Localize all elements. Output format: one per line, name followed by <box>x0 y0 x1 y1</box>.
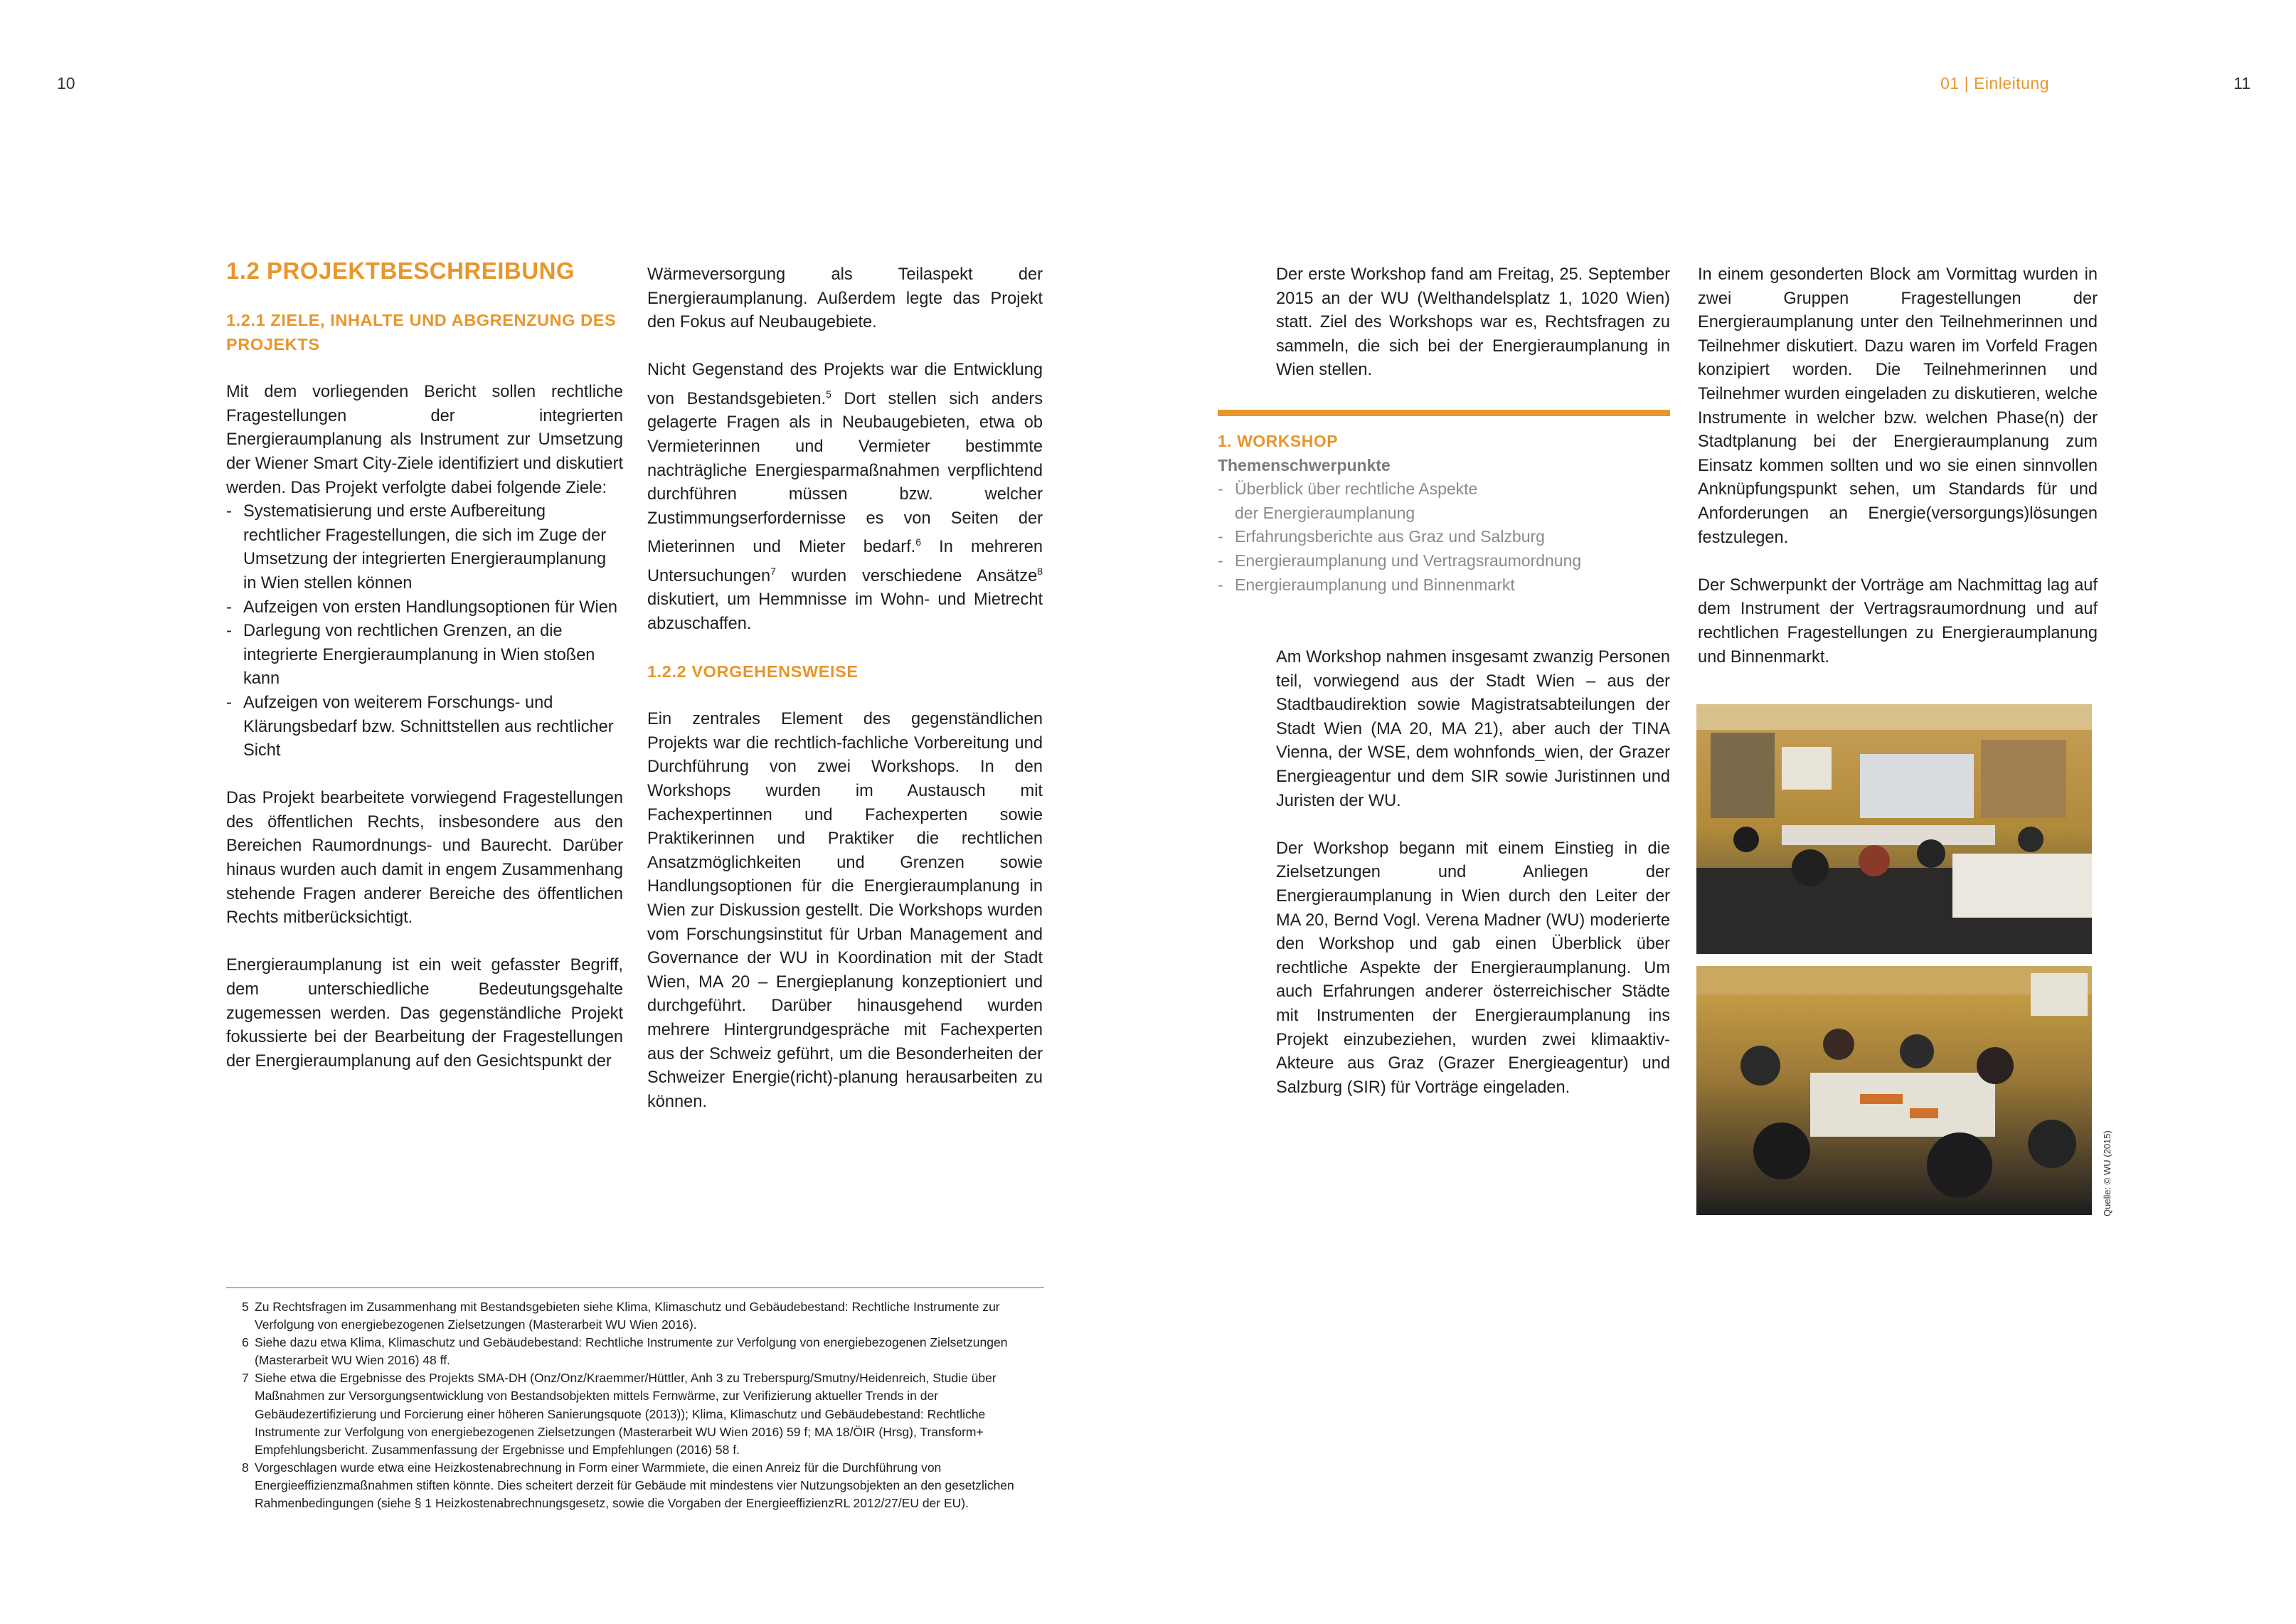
subsection-title-1-line1: 1.2.1 ZIELE, INHALTE UND ABGRENZUNG DES <box>226 311 617 329</box>
list-item: - Systematisierung und erste Aufbereitung rechtlicher Fragestellungen, die sich im Zuge der Umsetzung der integrierten Energieraumplanung in Wien stellen können <box>226 500 623 595</box>
paragraph: Wärmeversorgung als Teilaspekt der Energieraumplanung. Außerdem legte das Projekt den Fokus auf Neubaugebiete. <box>647 265 1043 332</box>
paragraph: Der Schwerpunkt der Vorträge am Nachmittag lag auf dem Instrument der Vertragsraumordnung und auf rechtlichen Fragestellungen zu Energieraumplanung und Binnenmarkt. <box>1698 575 2098 667</box>
paragraph: Am Workshop nahmen insgesamt zwanzig Personen teil, vorwiegend aus der Stadt Wien – aus der Stadtbaudirektion sowie Magistratsabteilungen der Stadt Wien (MA 20, MA 21), aber auch der TINA Vienna, der WSE, dem wohnfonds_wien, der Grazer Energieagentur und dem SIR sowie Juristinnen und Juristen der WU. <box>1276 648 1670 810</box>
footnote-text: Siehe dazu etwa Klima, Klimaschutz und Gebäudebestand: Rechtliche Instrumente zur Verfolgung von energiebezogenen Zielsetzungen (Masterarbeit WU Wien 2016) 48 ff. <box>255 1335 1008 1368</box>
footnote <box>226 1459 1044 1512</box>
page-number-right: 11 <box>2233 74 2250 92</box>
footnote-text: Siehe etwa die Ergebnisse des Projekts SMA-DH (Onz/Onz/Kraemmer/Hüttler, Anh 3 zu Treberspurg/Smutny/Heidenreich, Studie über Maßnahmen zur Versorgungsentwicklung von Bestandsobjekten mittels Fernwärme, zur Verifizierung aktueller Trends in der Gebäudezertifizierung und Forcierung einer höheren Sanierungsquote (2013)); Klima, Klimaschutz und Gebäudebestand: Rechtliche Instrumente zur Verfolgung von energiebezogenen Zielsetzungen (Masterarbeit WU Wien 2016) 59 f; MA 18/ÖIR (Hrsg), Transform+ Empfehlungsbericht. Zusammenfassung der Ergebnisse und Empfehlungen (2016) 58 f. <box>255 1371 996 1457</box>
workshop-box <box>1218 430 1670 597</box>
workshop-box-subtitle: Themenschwerpunkte <box>1218 455 1391 474</box>
paragraph: Ein zentrales Element des gegenständlichen Projekts war die rechtlich-fachliche Vorbereitung und Durchführung von zwei Workshops. In den Workshops wurden im Austausch mit Fachexpertinnen und Fachexperten sowie Praktikerinnen und Praktiker die rechtlichen Ansatzmöglichkeiten und Grenzen sowie Handlungsoptionen für die Energieraumplanung in Wien zur Diskussion gestellt. Die Workshops wurden vom Forschungsinstitut für Urban Management and Governance der WU in Koordination mit der Stadt Wien, MA 20 – Energieplanung konzeptioniert und durchgeführt. Darüber hinausgehend wurden mehrere Hintergrundgespräche mit Fachexperten aus der Schweiz geführt, um die Besonderheiten der Schweizer Energie(richt)-planung herausarbeiten zu können. <box>647 710 1043 1111</box>
paragraph: Das Projekt bearbeitete vorwiegend Fragestellungen des öffentlichen Rechts, insbesondere aus den Bereichen Raumordnungs- und Baurecht. Darüber hinaus wurden auch damit in engem Zusammenhang stehende Fragen anderer Bereiche des öffentlichen Rechts mitberücksichtigt. <box>226 789 623 928</box>
footnote-number: 8 <box>242 1460 249 1475</box>
text-run: Nicht Gegenstand des Projekts war die Entwicklung von Bestandsgebieten. <box>647 361 1043 408</box>
workshop-box-title: 1. WORKSHOP <box>1218 432 1339 450</box>
column-2 <box>647 263 1043 1138</box>
footnotes <box>226 1298 1044 1512</box>
column-3-intro <box>1276 263 1670 407</box>
footnote-ref[interactable]: 7 <box>770 565 776 577</box>
footnote-number: 5 <box>242 1300 249 1314</box>
footnote <box>226 1369 1044 1458</box>
workshop-box-bar <box>1218 410 1670 416</box>
footnote-ref[interactable]: 5 <box>826 388 831 400</box>
workshop-topics <box>1218 477 1670 597</box>
paragraph: Energieraumplanung ist ein weit gefasster Begriff, dem unterschiedliche Bedeutungsgehalte zugemessen werden. Das gegenständliche Projekt fokussierte bei der Bearbeitung der Fragestellungen der Energieraumplanung auf den Gesichtspunkt der <box>226 956 623 1071</box>
paragraph: In einem gesonderten Block am Vormittag wurden in zwei Gruppen Fragestellungen der Energieraumplanung unter den Teilnehmerinnen und Teilnehmer diskutiert. Dazu waren im Vorfeld Fragen konzipiert worden. Die Teilnehmerinnen und Teilnehmer wurden eingeladen zu diskutieren, welche Instrumente in welcher bzw. welchen Phase(n) der Stadtplanung bei der Energieraumplanung zum Einsatz kommen sollten und wo sie einen sinnvollen Anknüpfungspunkt sehen, um Standards für und Anforderungen an Energie(versorgungs)lösungen festzulegen. <box>1698 265 2098 547</box>
column-1 <box>226 258 623 1098</box>
list-item: - Überblick über rechtliche Aspekte der Energieraumplanung <box>1218 477 1505 525</box>
footnote <box>226 1334 1044 1369</box>
subsection-title-2: 1.2.2 VORGEHENSWEISE <box>647 662 859 681</box>
subsection-title-1 <box>226 309 623 356</box>
list-item: - Energieraumplanung und Binnenmarkt <box>1218 573 1670 598</box>
workshop-photo-2-image <box>1696 966 2092 1215</box>
footnote-text: Zu Rechtsfragen im Zusammenhang mit Bestandsgebieten siehe Klima, Klimaschutz und Gebäudebestand: Rechtliche Instrumente zur Verfolgung von energiebezogenen Zielsetzungen (Masterarbeit WU Wien 2016). <box>255 1300 1000 1332</box>
section-title: 1.2 PROJEKTBESCHREIBUNG <box>226 258 575 284</box>
page-number-left: 10 <box>57 74 75 92</box>
list-item: - Energieraumplanung und Vertragsraumordnung <box>1218 549 1670 573</box>
paragraph: Der erste Workshop fand am Freitag, 25. September 2015 an der WU (Welthandelsplatz 1, 1020 Wien) statt. Ziel des Workshops war es, Rechtsfragen zu sammeln, die sich bei der Energieraumplanung in Wien stellen. <box>1276 265 1670 380</box>
paragraph <box>647 359 1043 636</box>
workshop-photo-1 <box>1696 704 2092 954</box>
workshop-photo-1-image <box>1696 704 2092 954</box>
footnote-number: 7 <box>242 1371 249 1386</box>
column-3-body <box>1276 646 1670 1124</box>
paragraph: Mit dem vorliegenden Bericht sollen rechtliche Fragestellungen der integrierten Energieraumplanung als Instrument zur Umsetzung der Wiener Smart City-Ziele identifiziert und diskutiert werden. Das Projekt verfolgte dabei folgende Ziele: <box>226 383 623 497</box>
workshop-photo-2 <box>1696 966 2092 1215</box>
paragraph: Der Workshop begann mit einem Einstieg in die Zielsetzungen und Anliegen der Energieraumplanung in Wien durch den Leiter der MA 20, Bernd Vogl. Verena Madner (WU) moderierte den Workshop und gab einen Überblick über rechtliche Aspekte der Energieraumplanung. Um auch Erfahrungen anderer österreichischer Städte mit Instrumenten der Energieraumplanung ins Projekt einzubeziehen, wurden zwei klimaaktiv-Akteure aus Graz (Grazer Energieagentur) und Salzburg (SIR) für Vorträge eingeladen. <box>1276 839 1670 1097</box>
goals-list <box>226 500 623 763</box>
list-item: - Darlegung von rechtlichen Grenzen, an die integrierte Energieraumplanung in Wien stoßen kann <box>226 620 623 691</box>
running-title: 01 | Einleitung <box>1940 74 2049 92</box>
text-run: Dort stellen sich anders gelagerte Fragen als in Neubaugebieten, etwa ob Vermieterinnen und Vermieter bestimmte nachträgliche Energiesparmaßnahmen verpflichtend durchführen müssen bzw. welcher Zustimmungserfordernisse es von Seiten der Mieterinnen und Mieter bedarf. <box>647 389 1043 557</box>
text-run: In mehreren Untersuchungen <box>647 538 1043 585</box>
footnote-number: 6 <box>242 1335 249 1350</box>
footnote-text: Vorgeschlagen wurde etwa eine Heizkostenabrechnung in Form einer Warmmiete, die einen Anreiz für die Durchführung von Energieeffizienzmaßnahmen stiften könnte. Dies scheitert derzeit für Gebäude mit mindestens vier Nutzungsobjekten an den gesetzlichen Rahmenbedingungen (siehe § 1 Heizkostenabrechnungsgesetz, sowie die Vorgaben der EnergieeffizienzRL 2012/27/EU der EU). <box>255 1460 1014 1511</box>
text-run: diskutiert, um Hemmnisse im Wohn- und Mietrecht abzuschaffen. <box>647 590 1043 633</box>
text-run: wurden verschiedene Ansätze <box>775 566 1038 585</box>
footnote <box>226 1298 1044 1334</box>
list-item: - Aufzeigen von ersten Handlungsoptionen für Wien <box>226 596 623 620</box>
footnote-ref[interactable]: 8 <box>1037 565 1043 577</box>
list-item: - Aufzeigen von weiterem Forschungs- und Klärungsbedarf bzw. Schnittstellen aus rechtlicher Sicht <box>226 691 623 763</box>
photo-credit: Quelle: © WU (2015) <box>2102 1130 2112 1216</box>
list-item: - Erfahrungsberichte aus Graz und Salzburg <box>1218 525 1670 549</box>
footnote-ref[interactable]: 6 <box>915 536 921 548</box>
subsection-title-1-line2: PROJEKTS <box>226 334 320 354</box>
footnote-divider <box>226 1287 1044 1288</box>
column-4 <box>1698 263 2098 694</box>
